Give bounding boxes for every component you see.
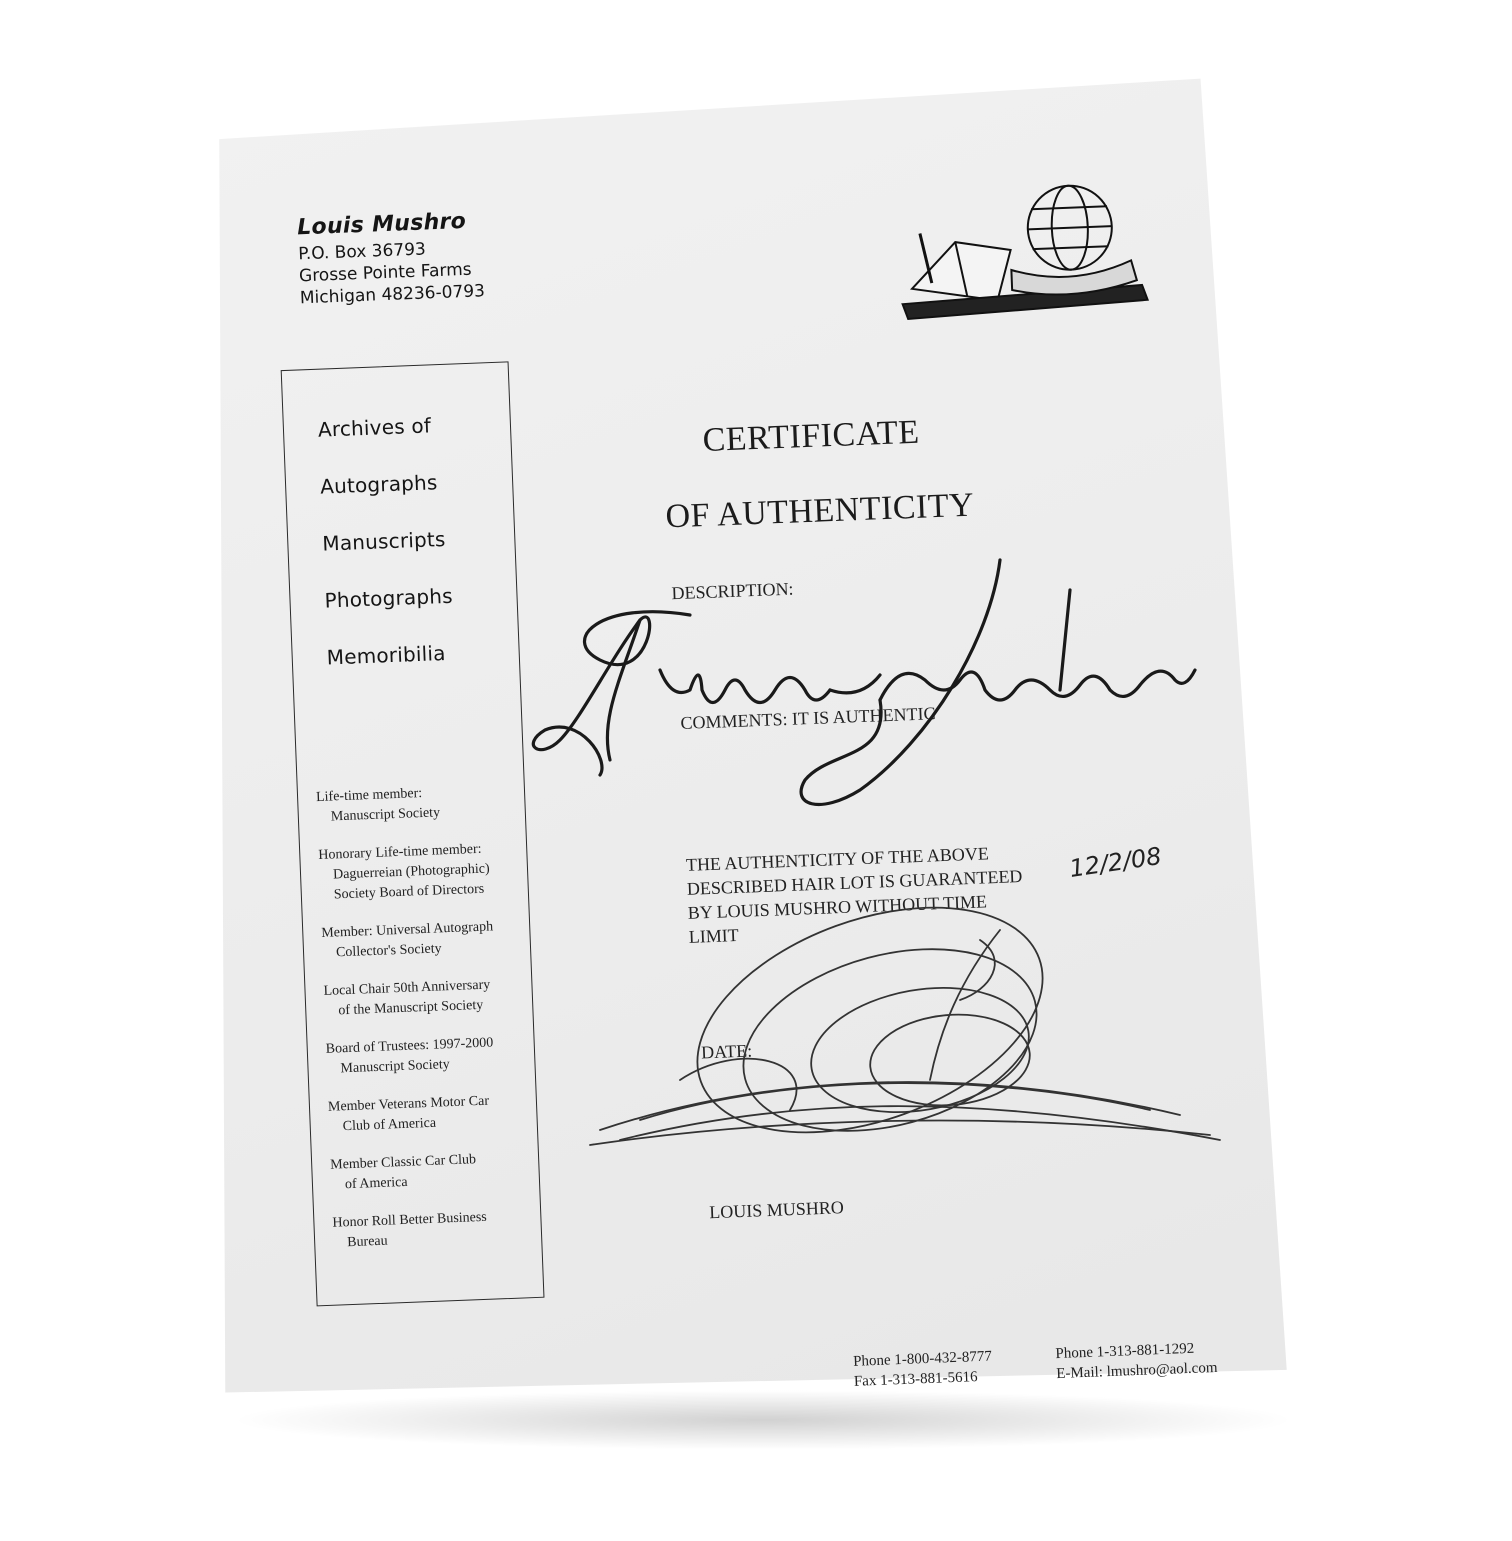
membership-line: Collector's Society: [335, 941, 442, 961]
letterhead-name: Louis Mushro: [296, 208, 467, 241]
handwritten-date: 12/2/08: [1067, 841, 1164, 883]
membership-line: Daguerreian (Photographic) Society Board of Directors: [332, 861, 490, 903]
membership-line: Local Chair 50th Anniversary: [323, 977, 491, 999]
service-item: Memoribilia: [326, 641, 447, 670]
footer-column: [853, 1347, 993, 1392]
membership-line: Manuscript Society: [340, 1057, 451, 1077]
memberships-list: [316, 780, 539, 1272]
guarantee-text: [686, 837, 1109, 949]
membership-line: Member Veterans Motor Car: [327, 1093, 490, 1115]
membership-item: [321, 916, 527, 964]
description-label: DESCRIPTION:: [671, 578, 794, 604]
service-item: Photographs: [324, 583, 454, 613]
membership-line: Club of America: [342, 1115, 437, 1135]
certificate-title-line1: CERTIFICATE: [701, 413, 921, 459]
fax-number: Fax 1-313-881-5616: [853, 1369, 978, 1390]
service-item: Autographs: [319, 470, 438, 499]
service-item: Archives of: [317, 413, 432, 442]
guarantee-line: THE AUTHENTICITY OF THE ABOVE: [685, 843, 990, 875]
email-address: E-Mail: lmushro@aol.com: [1055, 1359, 1218, 1383]
guarantee-line: LIMIT: [688, 924, 740, 947]
certificate-title-line2: OF AUTHENTICITY: [664, 486, 975, 536]
letterhead-address: [297, 210, 486, 309]
membership-line: of the Manuscript Society: [338, 997, 484, 1019]
phone-number: Phone 1-800-432-8777: [852, 1348, 993, 1370]
phone-number: Phone 1-313-881-1292: [1055, 1340, 1195, 1363]
membership-item: [318, 838, 525, 906]
membership-line: Board of Trustees: 1997-2000: [325, 1035, 494, 1057]
service-item: Manuscripts: [321, 526, 446, 556]
membership-item: [325, 1032, 531, 1080]
address-line: Michigan 48236-0793: [299, 281, 486, 309]
membership-item: [332, 1206, 538, 1254]
membership-line: of America: [344, 1174, 408, 1193]
membership-item: [323, 974, 529, 1022]
membership-item: [316, 780, 522, 828]
contact-footer: [853, 1336, 1278, 1392]
globe-and-book-icon: [878, 164, 1164, 325]
services-list: [317, 397, 456, 687]
membership-line: Manuscript Society: [330, 805, 441, 825]
services-box: [281, 361, 545, 1306]
membership-line: Honorary Life-time member:: [318, 841, 482, 864]
membership-item: [328, 1090, 534, 1138]
guarantee-line: DESCRIBED HAIR LOT IS GUARANTEED: [686, 866, 1023, 899]
guarantee-line: BY LOUIS MUSHRO WITHOUT TIME: [687, 891, 988, 923]
date-label: DATE:: [700, 1040, 753, 1063]
membership-line: Honor Roll Better Business: [332, 1209, 488, 1231]
footer-column: [1055, 1338, 1218, 1384]
membership-line: Member: Universal Autograph: [321, 919, 494, 941]
address-line: P.O. Box 36793: [297, 239, 427, 265]
address-line: Grosse Pointe Farms: [298, 259, 472, 287]
comments-text: COMMENTS: IT IS AUTHENTIC: [680, 703, 936, 734]
membership-item: [330, 1148, 536, 1196]
membership-line: Member Classic Car Club: [329, 1152, 477, 1173]
membership-line: Life-time member:: [315, 785, 423, 806]
signer-name: LOUIS MUSHRO: [708, 1197, 845, 1223]
membership-line: Bureau: [346, 1233, 388, 1251]
